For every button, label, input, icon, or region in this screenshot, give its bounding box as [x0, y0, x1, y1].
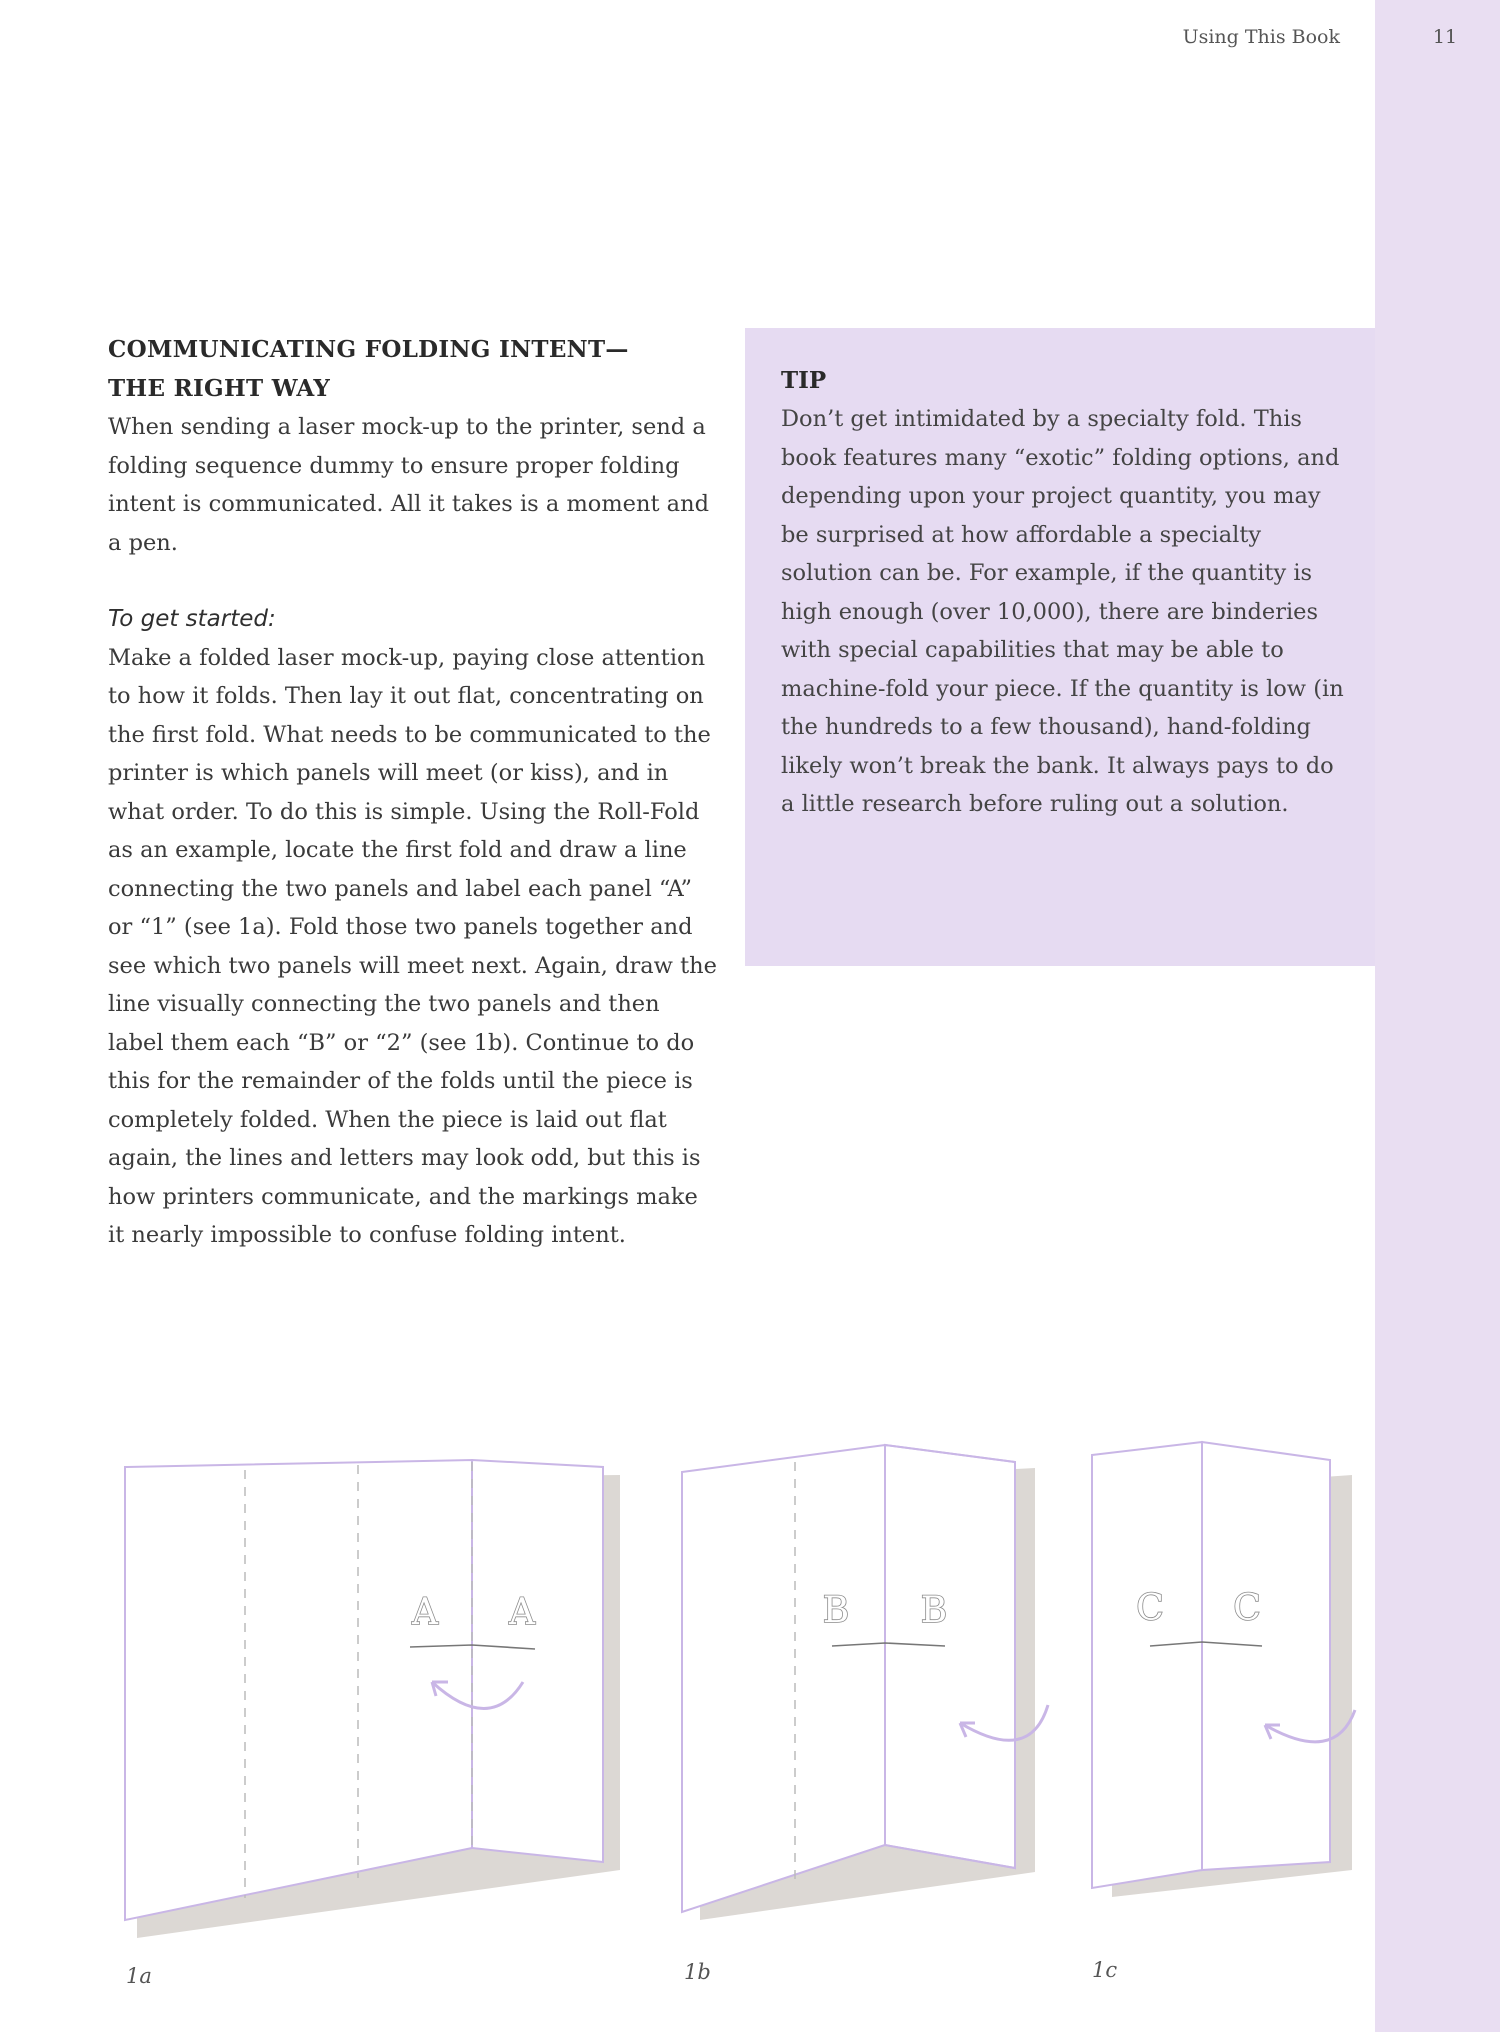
figure-1a-letter-right: A [509, 1592, 535, 1633]
running-head: Using This Book [1182, 26, 1340, 48]
figure-1a-letter-left: A [412, 1592, 438, 1633]
figure-1c-right-panel [1202, 1442, 1330, 1870]
body-paragraph: Make a folded laser mock-up, paying close attention to how it folds. Then lay it out flat, concentrating on the first fold. What needs to be communicated to the printer is which panels will meet (or kiss), and in what order. To do this is simple. Using the Roll-Fold as an example, locate the first fold and draw a line connecting the two panels and label each panel “A” or “1” (see 1a). Fold those two panels together and see which two panels will meet next. Again, draw the line visually connecting the two panels and then label them each “B” or “2” (see 1b). Continue to do this for the remainder of the folds until the piece is completely folded. When the piece is laid out flat again, the lines and letters may look odd, but this is how printers communicate, and the markings make it nearly impossible to confuse folding intent. [108, 644, 717, 1248]
tip-title: TIP [781, 367, 827, 394]
page-number: 11 [1432, 26, 1458, 48]
figure-1c-caption: 1c [1092, 1958, 1118, 1982]
figure-1c [1092, 1442, 1355, 1897]
figure-1c-letter-left: C [1136, 1588, 1164, 1629]
subhead: To get started: [108, 606, 276, 632]
figure-1a [125, 1460, 620, 1938]
figure-1b-back-panel [885, 1445, 1015, 1868]
fold-illustrations [0, 1400, 1375, 2000]
side-color-stripe [1375, 0, 1500, 2032]
main-column [108, 330, 718, 1255]
section-heading-line-1: COMMUNICATING FOLDING INTENT— [108, 336, 629, 363]
figure-1c-letter-right: C [1233, 1588, 1261, 1629]
tip-box [745, 328, 1375, 966]
fold-figures [0, 1400, 1375, 2000]
figure-1b-letter-right: B [920, 1590, 948, 1631]
figure-1b-letter-left: B [822, 1590, 850, 1631]
figure-1b [682, 1445, 1048, 1920]
figure-1a-left-sheet [125, 1460, 472, 1920]
figure-1b-left-sheet [682, 1445, 885, 1912]
intro-paragraph: When sending a laser mock-up to the printer, send a folding sequence dummy to ensure proper folding intent is communicated. All it takes is a moment and a pen. [108, 414, 709, 556]
figure-1a-right-panel [472, 1460, 603, 1862]
figure-1c-left-panel [1092, 1442, 1202, 1888]
figure-1a-caption: 1a [126, 1964, 152, 1988]
figure-1b-caption: 1b [684, 1960, 711, 1984]
tip-text: Don’t get intimidated by a specialty fold. This book features many “exotic” folding options, and depending upon your project quantity, you may be surprised at how affordable a specialty solution can be. For example, if the quantity is high enough (over 10,000), there are binderies with special capabilities that may be able to machine-fold your piece. If the quantity is low (in the hundreds to a few thousand), hand-folding likely won’t break the bank. It always pays to do a little research before ruling out a solution. [781, 406, 1344, 817]
section-heading-line-2: THE RIGHT WAY [108, 375, 331, 402]
